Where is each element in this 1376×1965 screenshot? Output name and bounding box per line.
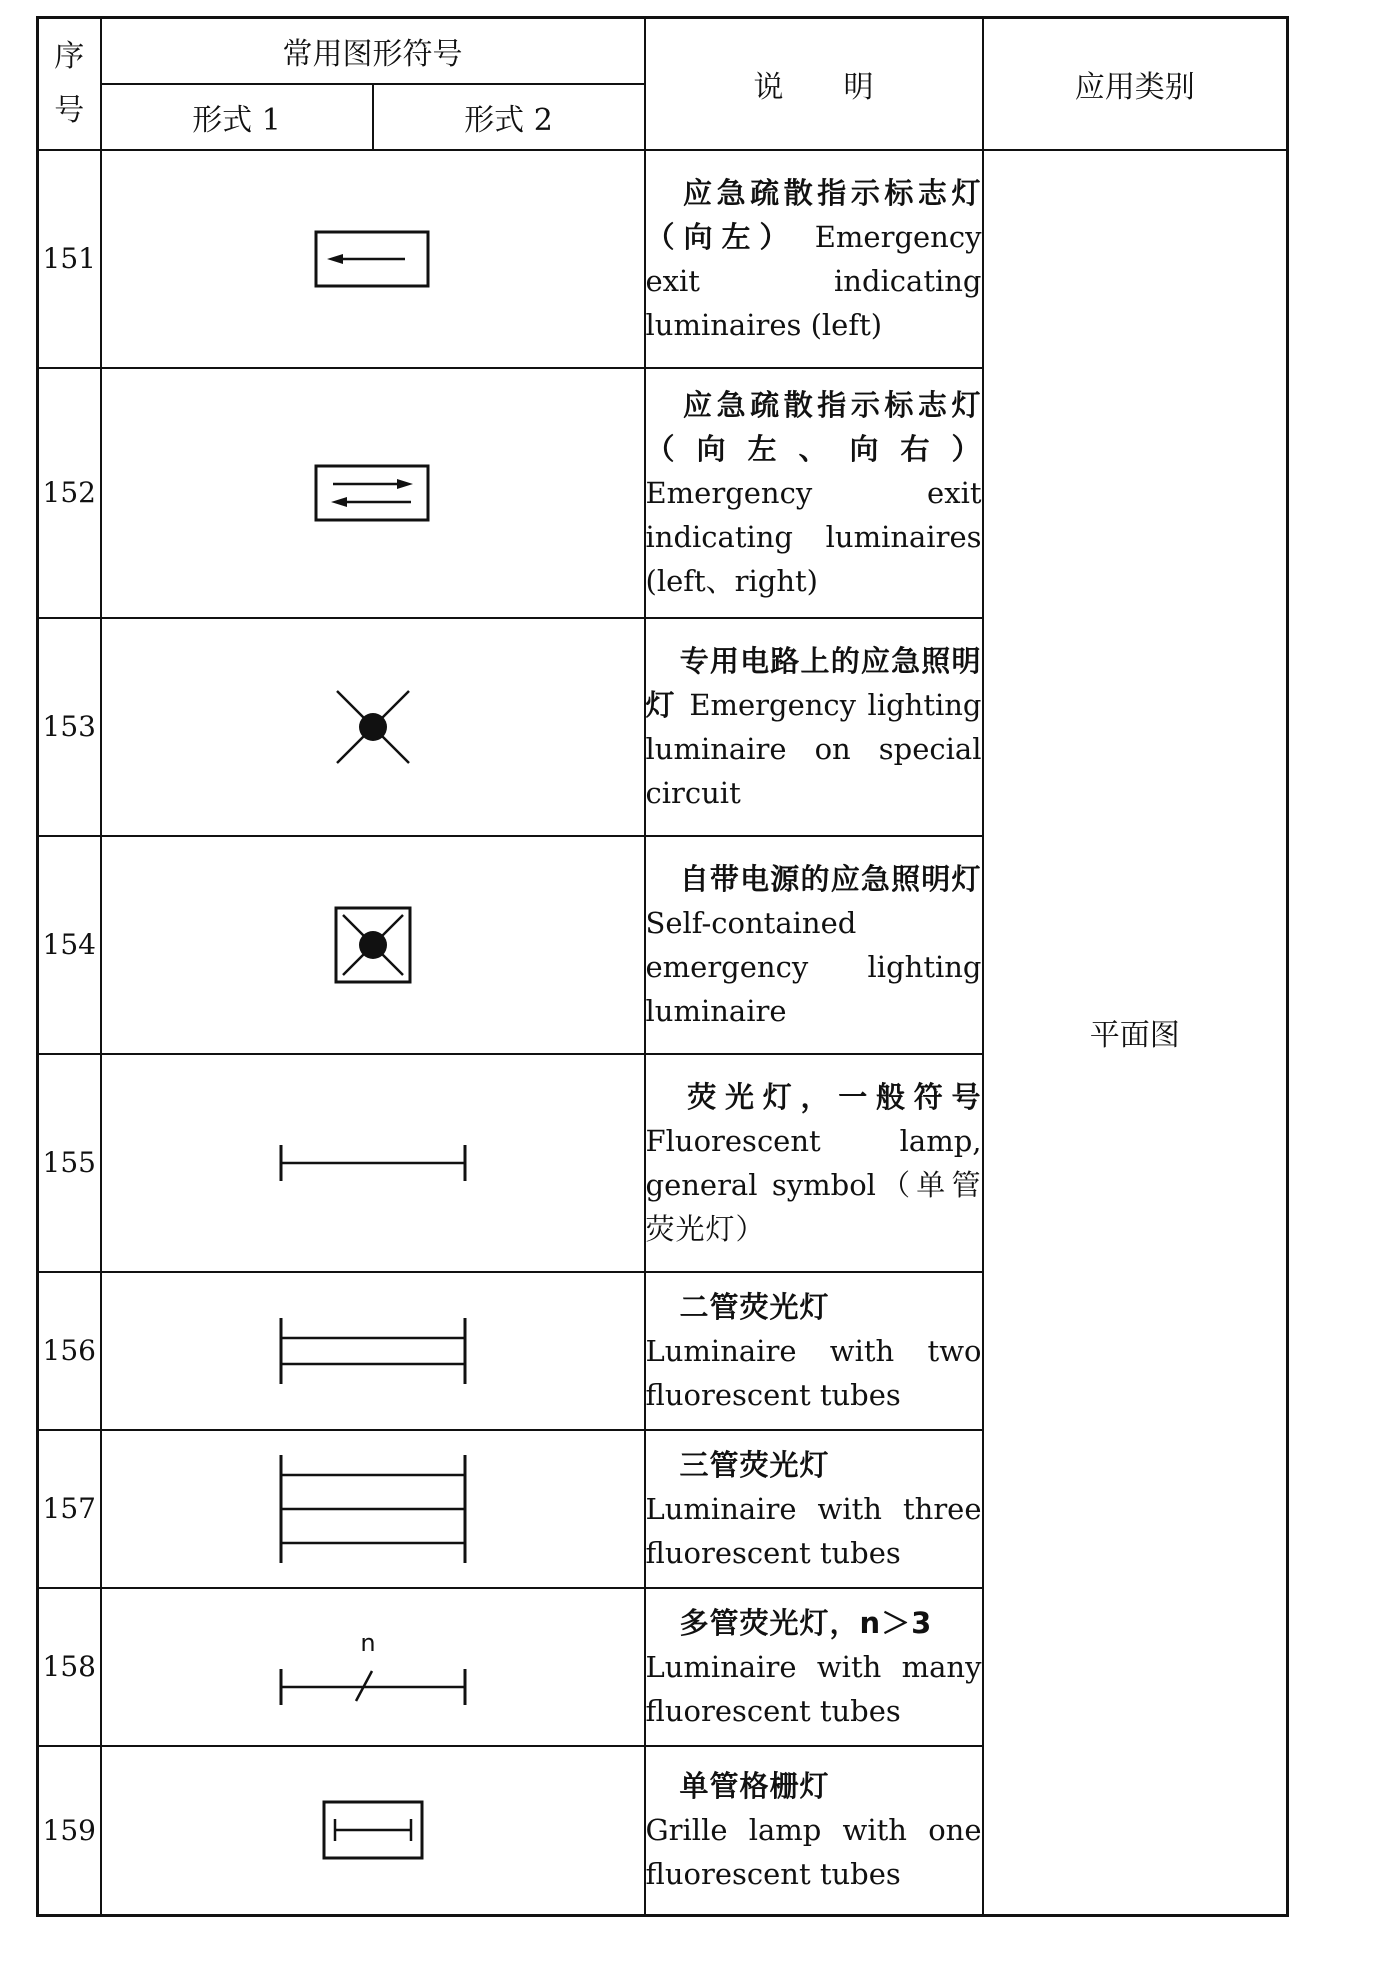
symbol-table — [36, 16, 1289, 1917]
fluorescent-two-tube-icon — [278, 1316, 468, 1386]
n-label: n — [359, 1628, 376, 1657]
form2-header: 形式 2 — [373, 84, 645, 150]
symbol-cell — [101, 1054, 645, 1272]
description-header: 说 明 — [645, 18, 983, 150]
row-number: 152 — [38, 368, 101, 618]
exit-arrow-left-right-icon — [313, 463, 433, 523]
row-number: 151 — [38, 150, 101, 368]
fluorescent-many-tube-icon — [278, 1627, 468, 1707]
symbol-cell — [101, 150, 645, 368]
description-cell: 应急疏散指示标志灯（向左、向右） Emergency exit indicating luminaires (left、right) — [645, 368, 983, 618]
description-cell: 单管格栅灯 Grille lamp with one fluorescent tubes — [645, 1746, 983, 1916]
description-cell: 应急疏散指示标志灯（向左） Emergency exit indicating luminaires (left) — [645, 150, 983, 368]
symbol-cell — [101, 618, 645, 836]
symbol-cell — [101, 1272, 645, 1430]
row-number: 157 — [38, 1430, 101, 1588]
grille-lamp-icon — [321, 1799, 425, 1861]
symbols-group-header: 常用图形符号 — [101, 18, 645, 84]
seq-header: 序号 — [38, 18, 101, 150]
row-number: 155 — [38, 1054, 101, 1272]
fluorescent-three-tube-icon — [278, 1453, 468, 1565]
description-cell: 专用电路上的应急照明灯 Emergency lighting luminaire on special circuit — [645, 618, 983, 836]
category-header: 应用类别 — [983, 18, 1288, 150]
category-value: 平面图 — [983, 150, 1288, 1916]
description-cell: 二管荧光灯 Luminaire with two fluorescent tubes — [645, 1272, 983, 1430]
exit-arrow-left-icon — [313, 229, 433, 289]
fluorescent-single-tube-icon — [278, 1141, 468, 1185]
description-cell: 自带电源的应急照明灯 Self-contained emergency lighting luminaire — [645, 836, 983, 1054]
description-cell: 三管荧光灯 Luminaire with three fluorescent tubes — [645, 1430, 983, 1588]
row-number: 153 — [38, 618, 101, 836]
row-number: 158 — [38, 1588, 101, 1746]
symbol-cell — [101, 1588, 645, 1746]
row-number: 159 — [38, 1746, 101, 1916]
row-number: 154 — [38, 836, 101, 1054]
description-cell: 多管荧光灯，n＞3 Luminaire with many fluorescent tubes — [645, 1588, 983, 1746]
symbol-cell — [101, 1430, 645, 1588]
row-number: 156 — [38, 1272, 101, 1430]
description-cell: 荧光灯，一般符号 Fluorescent lamp, general symbol（单管荧光灯） — [645, 1054, 983, 1272]
symbol-cell — [101, 836, 645, 1054]
form1-header: 形式 1 — [101, 84, 373, 150]
emergency-lamp-cross-dot-icon — [333, 687, 413, 767]
self-contained-emergency-lamp-icon — [333, 905, 413, 985]
symbol-cell — [101, 368, 645, 618]
table-row — [38, 150, 1288, 368]
symbol-cell — [101, 1746, 645, 1916]
